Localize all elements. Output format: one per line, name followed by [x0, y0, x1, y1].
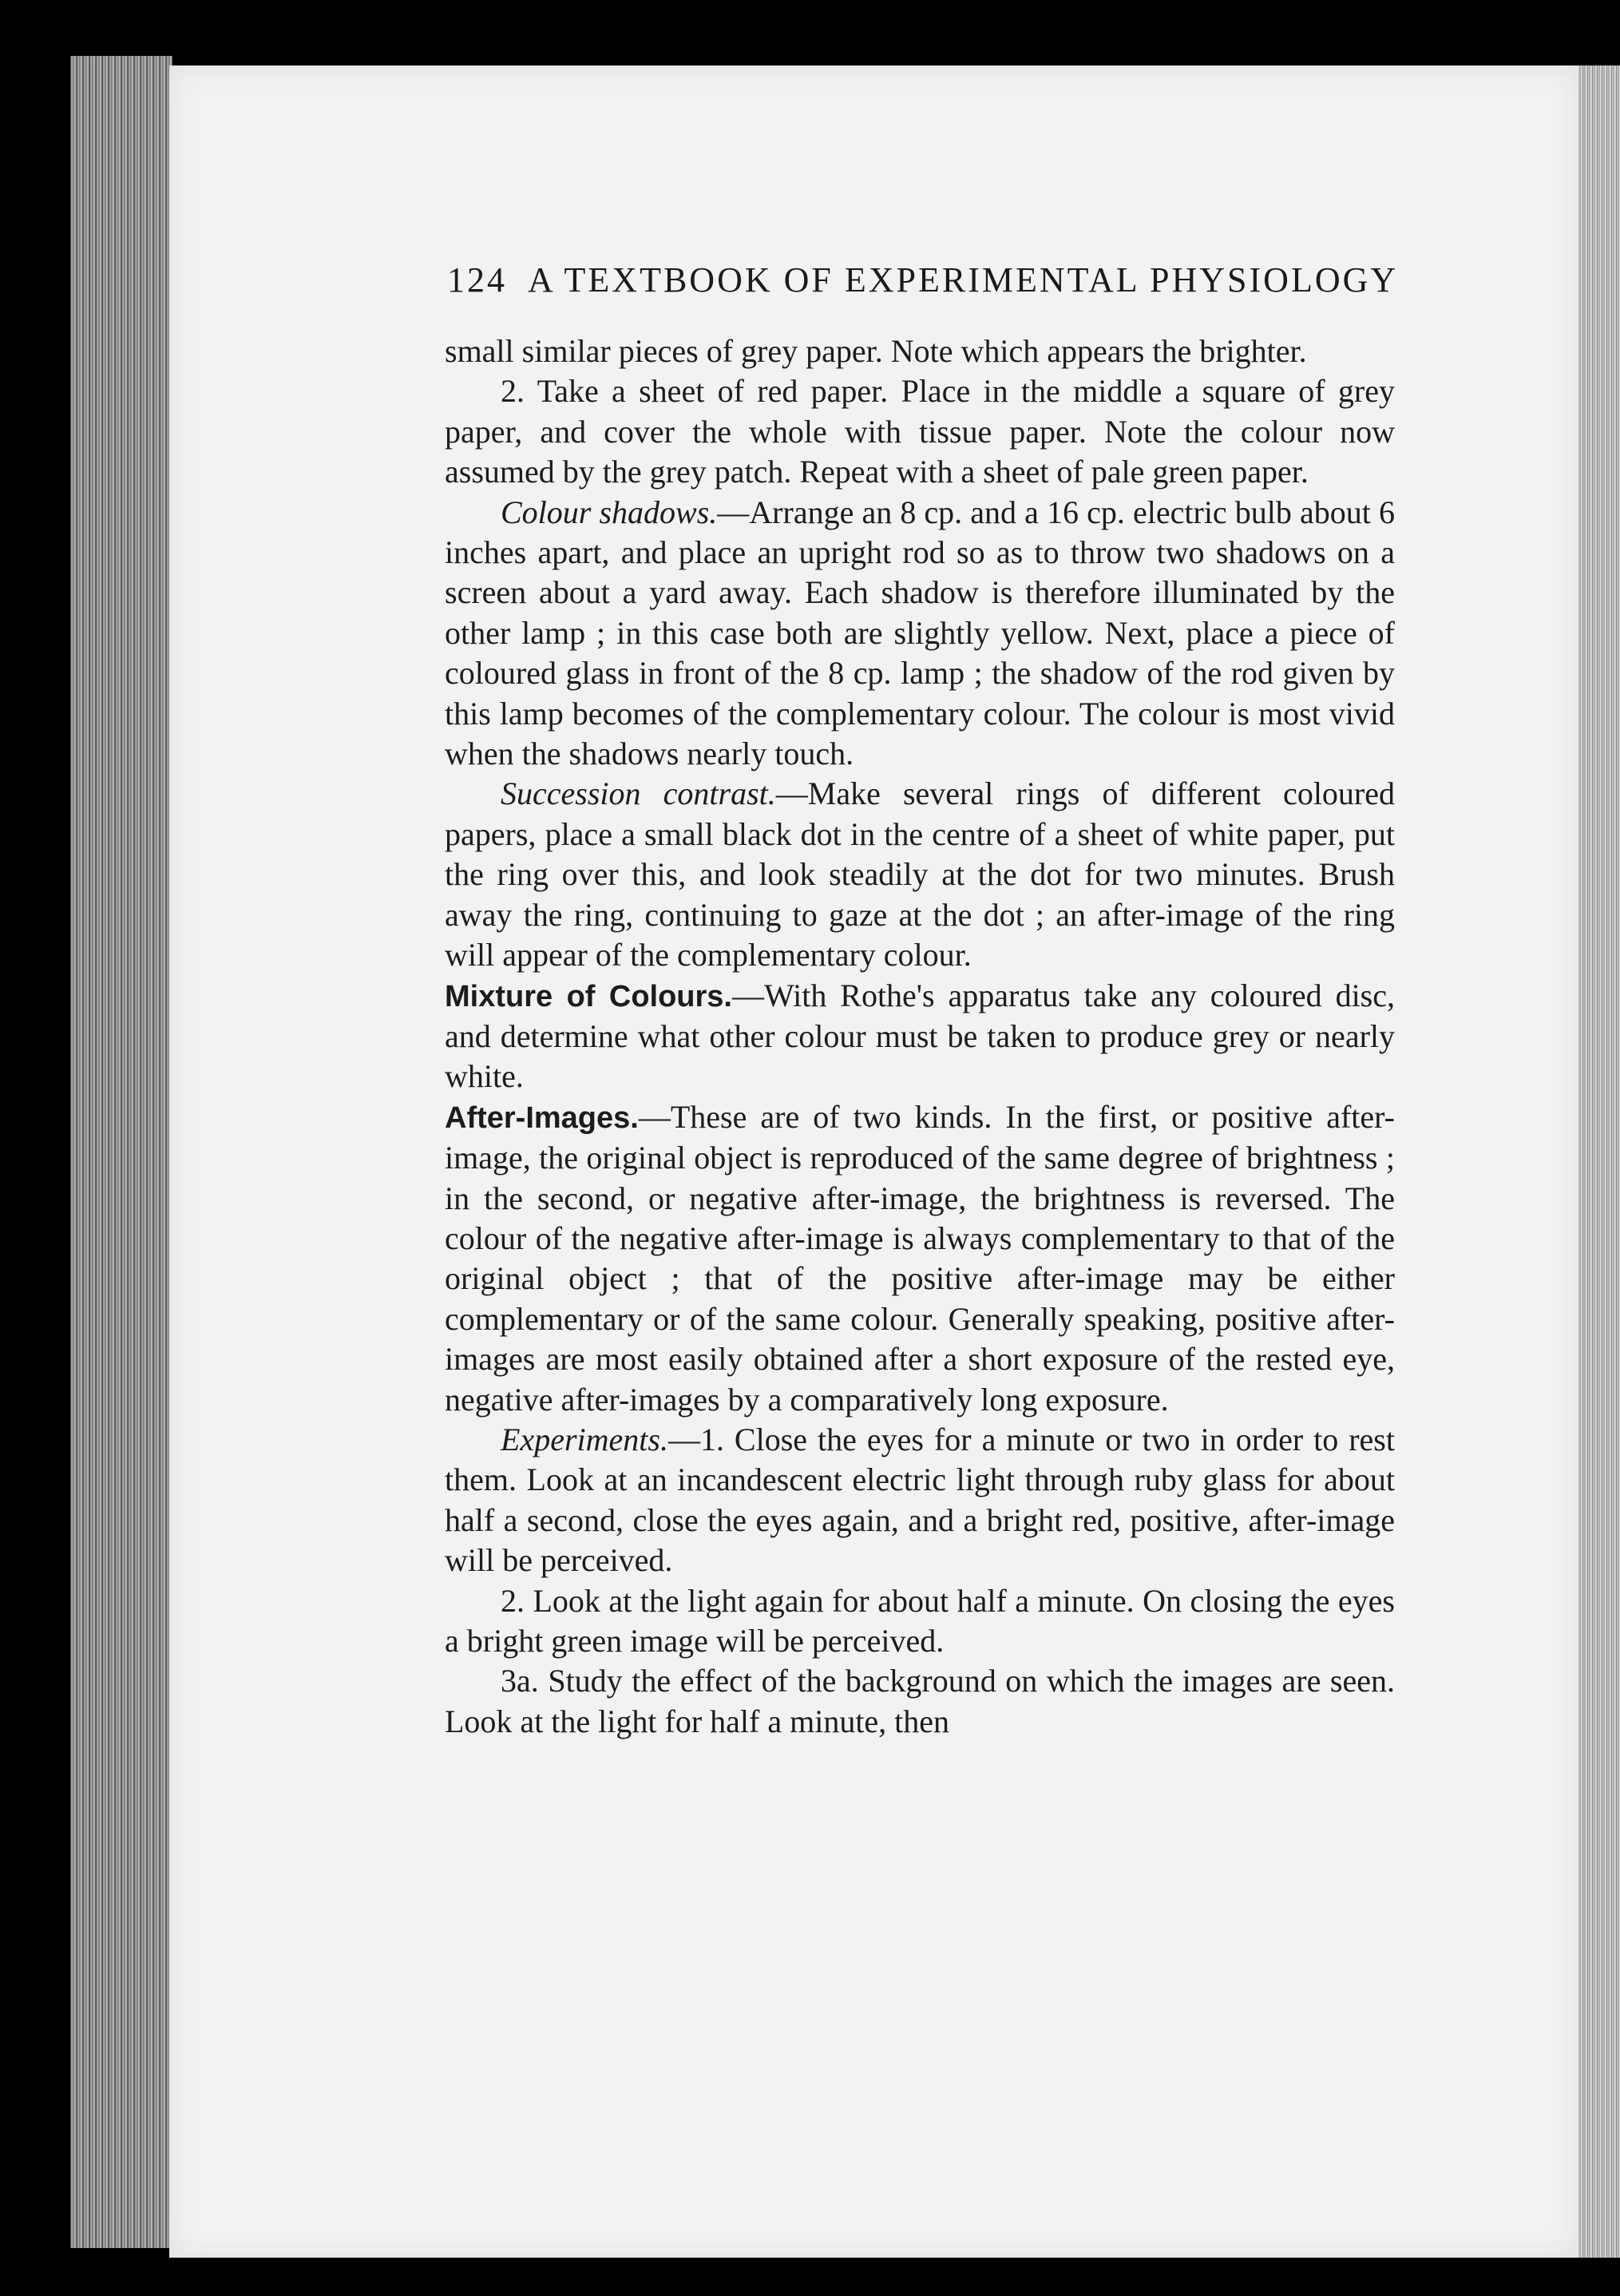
paragraph: Succession contrast.—Make several rings of different coloured papers, place a small black dot in the centre of a sheet of white paper, put the ring over this, and look steadily at the dot for two minutes. Brush away the ring, continuing to gaze at the dot ; an after-image of the ring will appear of the complementary colour.: [445, 775, 1395, 974]
paragraph: 2. Take a sheet of red paper. Place in the middle a square of grey paper, and cover the whole with tissue paper. Note the colour now assumed by the grey patch. Repeat with a sheet of pale green paper.: [445, 373, 1395, 490]
section-heading: Mixture of Colours.: [445, 979, 732, 1013]
paragraph: After-Images.—These are of two kinds. In the first, or positive after-image, the original object is reproduced of the same degree of brightness ; in the second, or negative after-image, the brightness is reversed. The colour of the negative after-image is always complementary to that of the original object ; that of the positive after-image may be either complementary or of the same colour. Generally speaking, positive after-images are most easily obtained after a short exposure of the rested eye, negative after-images by a comparatively long exposure.: [445, 1098, 1395, 1418]
body-text: [445, 331, 1395, 1742]
running-title: A TEXTBOOK OF EXPERIMENTAL PHYSIOLOGY: [528, 260, 1399, 299]
page-number: 124: [447, 260, 507, 299]
paragraph: Experiments.—1. Close the eyes for a minute or two in order to rest them. Look at an incandescent electric light through ruby glass for about half a second, close the eyes again, and a bright red, positive, after-image will be perceived.: [445, 1421, 1395, 1579]
run-in-heading: Succession contrast.: [501, 775, 776, 812]
paragraph: 2. Look at the light again for about half a minute. On closing the eyes a bright green image will be perceived.: [445, 1582, 1395, 1659]
page-edges-left: [70, 56, 172, 2248]
run-in-heading: Experiments.: [501, 1421, 668, 1457]
running-header: [447, 260, 1405, 300]
paragraph: Colour shadows.—Arrange an 8 cp. and a 16 cp. electric bulb about 6 inches apart, and place an upright rod so as to throw two shadows on a screen about a yard away. Each shadow is therefore illuminated by the other lamp ; in this case both are slightly yellow. Next, place a piece of coloured glass in front of the 8 cp. lamp ; the shadow of the rod given by this lamp becomes of the complementary colour. The colour is most vivid when the shadows nearly touch.: [445, 494, 1396, 772]
paragraph: Mixture of Colours.—With Rothe's apparatus take any coloured disc, and determine what other colour must be taken to produce grey or nearly white.: [445, 977, 1395, 1095]
paragraph: 3a. Study the effect of the background on which the images are seen. Look at the light for half a minute, then: [445, 1663, 1395, 1739]
section-heading: After-Images.: [445, 1100, 639, 1135]
page-edges-right: [1578, 65, 1620, 2258]
paragraph: small similar pieces of grey paper. Note which appears the brighter.: [445, 333, 1307, 369]
run-in-heading: Colour shadows.: [501, 494, 718, 530]
